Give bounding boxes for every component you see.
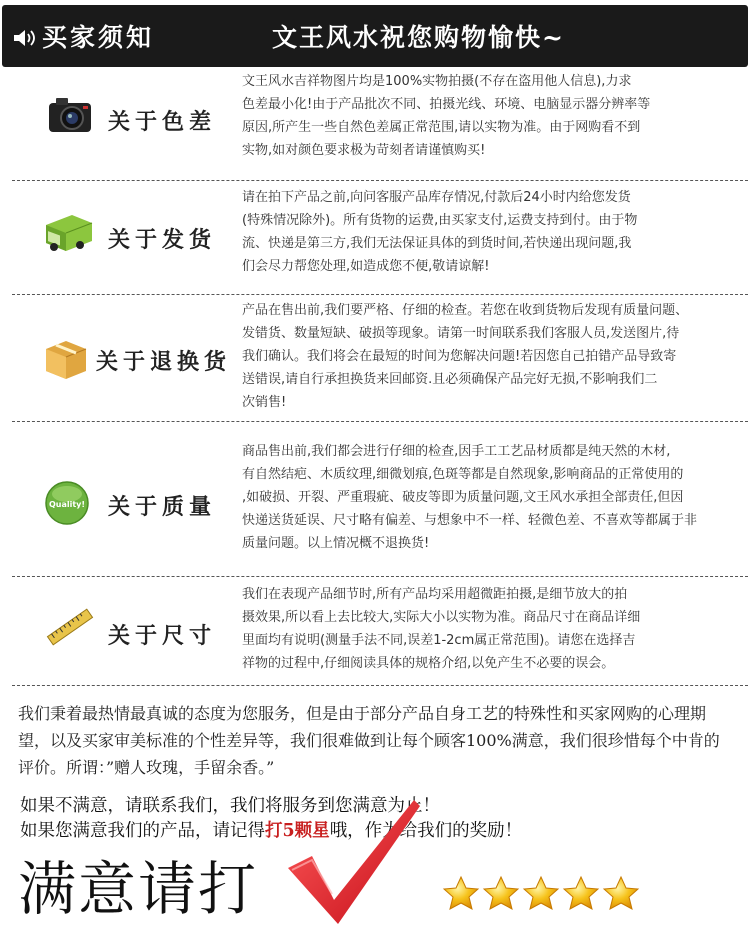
header-slogan: 文王风水祝您购物愉快~ [272,23,565,52]
section-body [242,186,732,278]
star-icon [564,877,598,909]
header-title: 买家须知 [42,23,155,52]
closing-statement: 我们秉着最热情最真诚的态度为您服务，但是由于部分产品自身工艺的特殊性和买家网购的心理期望，以及买家审美标准的个性差异等，我们很难做到让每个顾客100%满意，我们很珍惜每个中肯的评价。所谓：”赠人玫瑰，手留余香。” [18,704,720,777]
section-body [242,70,732,162]
five-star-request-line [20,817,522,842]
header [0,0,750,74]
body-line: 我们在表现产品细节时,所有产品均采用超微距拍摄,是细节放大的拍 [242,587,628,602]
body-line: 流、快递是第三方,我们无法保证具体的到货时间,若快递出现问题,我 [242,236,632,251]
section-label: 关于色差 [108,109,217,135]
five-star-highlight: 打5颗星 [265,821,330,841]
body-line: 发错货、数量短缺、破损等现象。请第一时间联系我们客服人员,发送图片,待 [242,326,680,341]
checkmark-icon [282,790,422,930]
section-body [242,299,732,414]
camera-icon [48,96,92,134]
delivery-truck-icon [42,211,98,255]
section-label: 关于质量 [108,494,217,520]
line-prefix: 如果您满意我们的产品，请记得 [20,821,265,841]
body-line: 有自然结疤、木质纹理,细微划痕,色斑等都是自然现象,影响商品的正常使用的 [242,467,684,482]
rate-us-headline: 满意请打 [18,855,259,923]
body-line: 里面均有说明(测量手法不同,误差1-2cm属正常范围)。请您在选择吉 [242,633,636,648]
section-quality [12,422,748,577]
five-stars-icon [442,872,642,916]
section-shipping [12,181,748,295]
ruler-icon [46,605,94,649]
section-label: 关于尺寸 [108,623,217,649]
body-line: 祥物的过程中,仔细阅读具体的规格介绍,以免产生不必要的误会。 [242,656,615,671]
body-line: ,如破损、开裂、严重瑕疵、破皮等即为质量问题,文王风水承担全部责任,但因 [242,490,684,505]
body-line: 产品在售出前,我们要严格、仔细的检查。若您在收到货物后发现有质量问题、 [242,303,689,318]
star-icon [484,877,518,909]
quality-badge-icon [44,480,90,526]
body-line: 色差最小化!由于产品批次不同、拍摄光线、环境、电脑显示器分辨率等 [242,97,651,112]
quality-badge-text: Quality! [48,500,86,509]
section-label: 关于退换货 [96,349,232,375]
line-suffix: 哦，作为给我们的奖励！ [329,821,523,841]
section-body [242,440,732,555]
body-line: 实物,如对颜色要求极为苛刻者请谨慎购买! [242,143,486,158]
body-line: 商品售出前,我们都会进行仔细的检查,因手工工艺品材质都是纯天然的木材, [242,444,671,459]
body-line: 摄效果,所以看上去比较大,实际大小以实物为准。商品尺寸在商品详细 [242,610,641,625]
star-icon [524,877,558,909]
body-line: 次销售! [242,395,287,410]
section-returns [12,295,748,422]
body-line: (特殊情况除外)。所有货物的运费,由买家支付,运费支持到付。由于物 [242,213,638,228]
body-line: 文王风水吉祥物图片均是100%实物拍摄(不存在盗用他人信息),力求 [242,74,632,89]
section-color-difference [12,68,748,181]
star-icon [604,877,638,909]
body-line: 快递送货延误、尺寸略有偏差、与想象中不一样、轻微色差、不喜欢等都属于非 [242,513,698,528]
body-line: 我们确认。我们将会在最短的时间为您解决问题!若因您自己拍错产品导致寄 [242,349,677,364]
body-line: 请在拍下产品之前,向问客服产品库存情况,付款后24小时内给您发货 [242,190,631,205]
body-line: 送错误,请自行承担换货来回邮资.且必须确保产品完好无损,不影响我们二 [242,372,658,387]
body-line: 质量问题。以上情况概不退换货! [242,536,430,551]
body-line: 们会尽力帮您处理,如造成您不便,敬请谅解! [242,259,490,274]
speaker-icon [12,28,38,48]
star-icon [444,877,478,909]
section-label: 关于发货 [108,227,217,253]
section-body [242,583,732,675]
unsatisfied-contact-line: 如果不满意，请联系我们，我们将服务到您满意为止！ [20,796,440,816]
body-line: 原因,所产生一些自然色差属正常范围,请以实物为准。由于网购看不到 [242,120,641,135]
package-box-icon [44,339,88,379]
section-size [12,577,748,686]
